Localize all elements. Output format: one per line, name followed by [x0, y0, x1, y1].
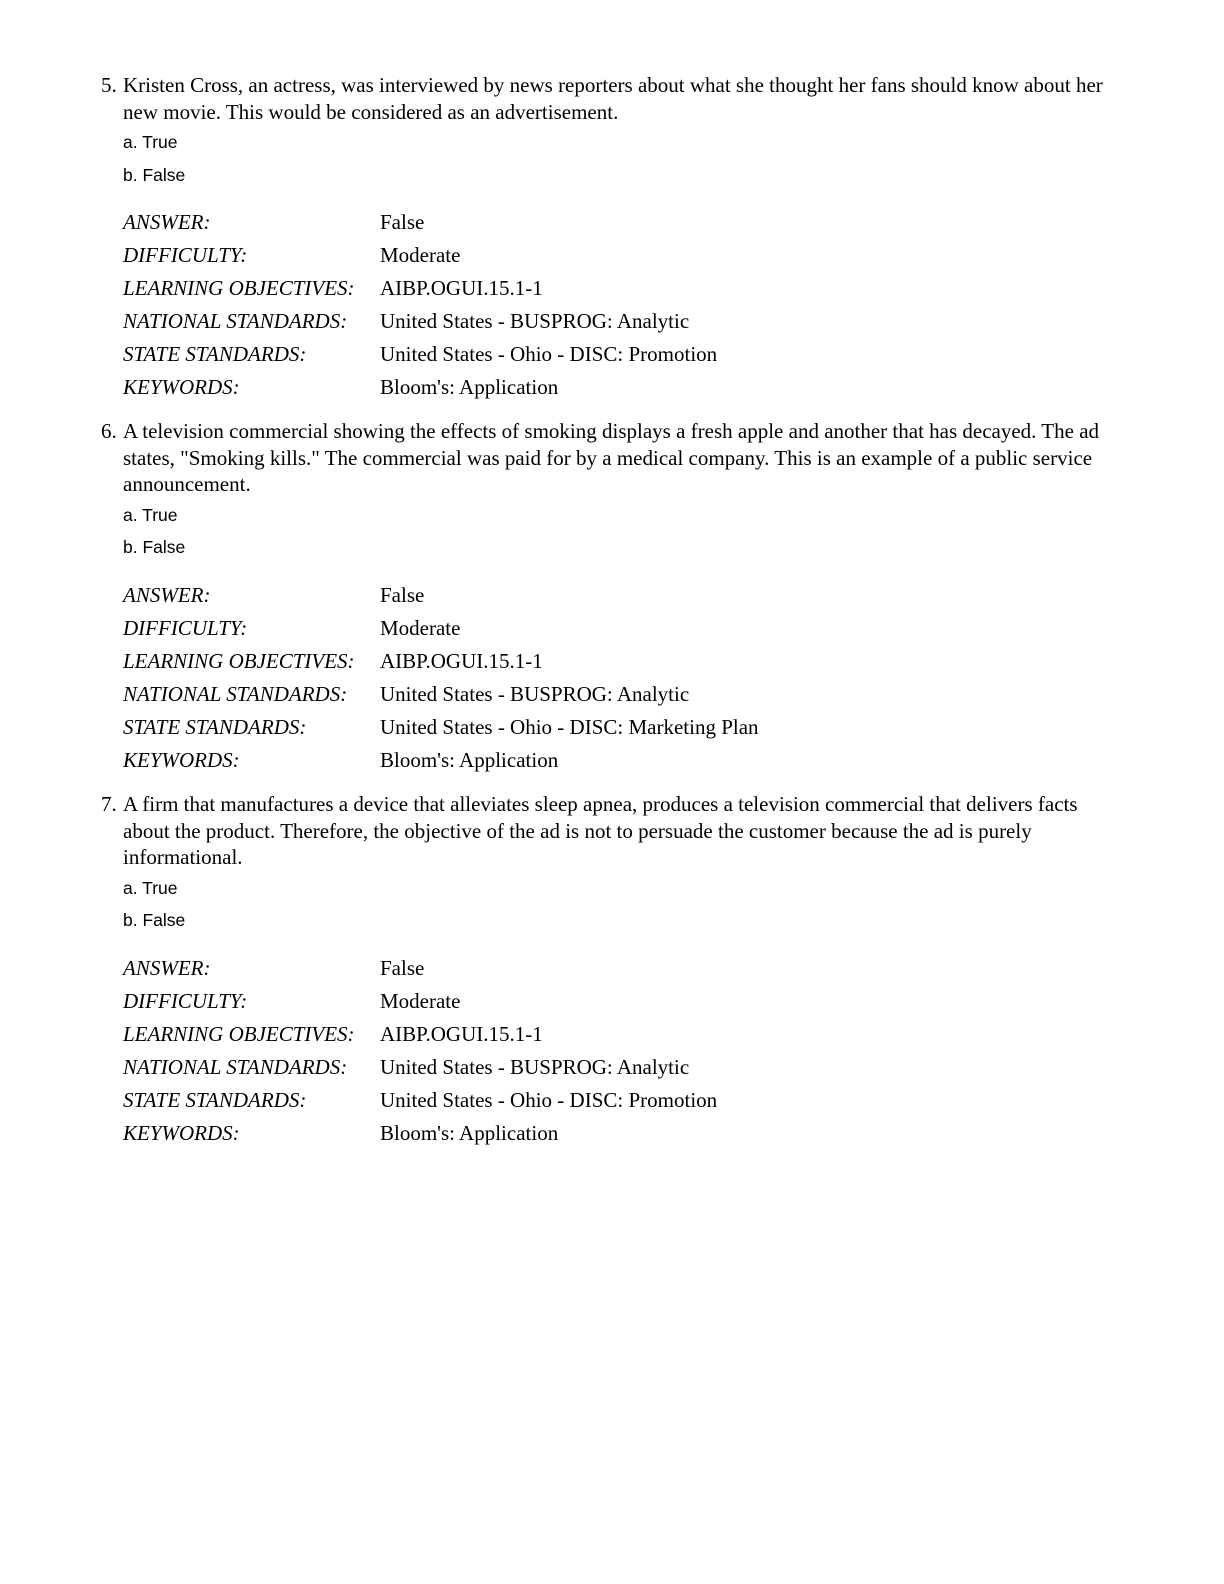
meta-learning-objectives: [0, 648, 1224, 681]
meta-value: United States - BUSPROG: Analytic: [380, 1055, 690, 1079]
meta-label: NATIONAL STANDARDS:: [123, 1055, 348, 1079]
meta-difficulty: [0, 615, 1224, 648]
meta-answer: [0, 209, 1224, 242]
meta-keywords: [0, 374, 1224, 407]
meta-value: Moderate: [380, 616, 461, 640]
meta-value: False: [380, 210, 425, 234]
meta-label: KEYWORDS:: [123, 748, 240, 772]
option-label: True: [142, 132, 178, 152]
meta-learning-objectives: [0, 1021, 1224, 1054]
option-letter: a.: [123, 505, 138, 525]
meta-label: NATIONAL STANDARDS:: [123, 309, 348, 333]
option-b: [123, 909, 185, 931]
meta-label: DIFFICULTY:: [123, 243, 248, 267]
meta-national-standards: [0, 1054, 1224, 1087]
meta-value: Bloom's: Application: [380, 375, 559, 399]
meta-value: AIBP.OGUI.15.1-1: [380, 1022, 543, 1046]
question-text: Kristen Cross, an actress, was interviewed by news reporters about what she thought her fans should know about her new movie. This would be considered as an advertisement.: [123, 73, 1103, 124]
option-letter: a.: [123, 878, 138, 898]
meta-national-standards: [0, 308, 1224, 341]
meta-label: LEARNING OBJECTIVES:: [123, 276, 355, 300]
meta-answer: [0, 955, 1224, 988]
meta-national-standards: [0, 681, 1224, 714]
meta-value: Bloom's: Application: [380, 1121, 559, 1145]
meta-value: United States - Ohio - DISC: Promotion: [380, 342, 718, 366]
meta-state-standards: [0, 341, 1224, 374]
meta-difficulty: [0, 988, 1224, 1021]
meta-value: AIBP.OGUI.15.1-1: [380, 649, 543, 673]
meta-label: ANSWER:: [123, 210, 211, 234]
meta-value: Moderate: [380, 243, 461, 267]
meta-label: STATE STANDARDS:: [123, 1088, 307, 1112]
meta-value: United States - BUSPROG: Analytic: [380, 309, 690, 333]
meta-value: Moderate: [380, 989, 461, 1013]
meta-difficulty: [0, 242, 1224, 275]
meta-value: False: [380, 583, 425, 607]
meta-keywords: [0, 747, 1224, 780]
option-a: [123, 131, 178, 153]
option-letter: b.: [123, 165, 138, 185]
option-b: [123, 536, 185, 558]
meta-value: False: [380, 956, 425, 980]
option-label: False: [142, 165, 186, 185]
option-a: [123, 504, 178, 526]
option-label: True: [142, 878, 178, 898]
meta-label: ANSWER:: [123, 956, 211, 980]
meta-value: Bloom's: Application: [380, 748, 559, 772]
meta-state-standards: [0, 1087, 1224, 1120]
option-label: False: [142, 910, 186, 930]
option-letter: a.: [123, 132, 138, 152]
question-text: A television commercial showing the effects of smoking displays a fresh apple and another that has decayed. The ad states, "Smoking kills." The commercial was paid for by a medical company. This is an example of a public service announcement.: [123, 419, 1100, 496]
question-number: 5.: [101, 73, 117, 97]
meta-label: KEYWORDS:: [123, 375, 240, 399]
meta-learning-objectives: [0, 275, 1224, 308]
meta-label: ANSWER:: [123, 583, 211, 607]
meta-label: DIFFICULTY:: [123, 616, 248, 640]
option-a: [123, 877, 178, 899]
meta-value: United States - Ohio - DISC: Marketing Plan: [380, 715, 759, 739]
question-number: 6.: [101, 419, 117, 443]
meta-label: STATE STANDARDS:: [123, 715, 307, 739]
meta-answer: [0, 582, 1224, 615]
meta-value: United States - BUSPROG: Analytic: [380, 682, 690, 706]
meta-label: NATIONAL STANDARDS:: [123, 682, 348, 706]
meta-value: AIBP.OGUI.15.1-1: [380, 276, 543, 300]
option-letter: b.: [123, 537, 138, 557]
meta-keywords: [0, 1120, 1224, 1153]
meta-state-standards: [0, 714, 1224, 747]
meta-label: STATE STANDARDS:: [123, 342, 307, 366]
meta-label: KEYWORDS:: [123, 1121, 240, 1145]
meta-label: LEARNING OBJECTIVES:: [123, 649, 355, 673]
option-b: [123, 164, 185, 186]
meta-label: DIFFICULTY:: [123, 989, 248, 1013]
question-text: A firm that manufactures a device that alleviates sleep apnea, produces a television commercial that delivers facts about the product. Therefore, the objective of the ad is not to persuade the customer because the ad is purely informational.: [123, 792, 1078, 869]
option-letter: b.: [123, 910, 138, 930]
option-label: True: [142, 505, 178, 525]
option-label: False: [142, 537, 186, 557]
meta-label: LEARNING OBJECTIVES:: [123, 1022, 355, 1046]
question-number: 7.: [101, 792, 117, 816]
meta-value: United States - Ohio - DISC: Promotion: [380, 1088, 718, 1112]
